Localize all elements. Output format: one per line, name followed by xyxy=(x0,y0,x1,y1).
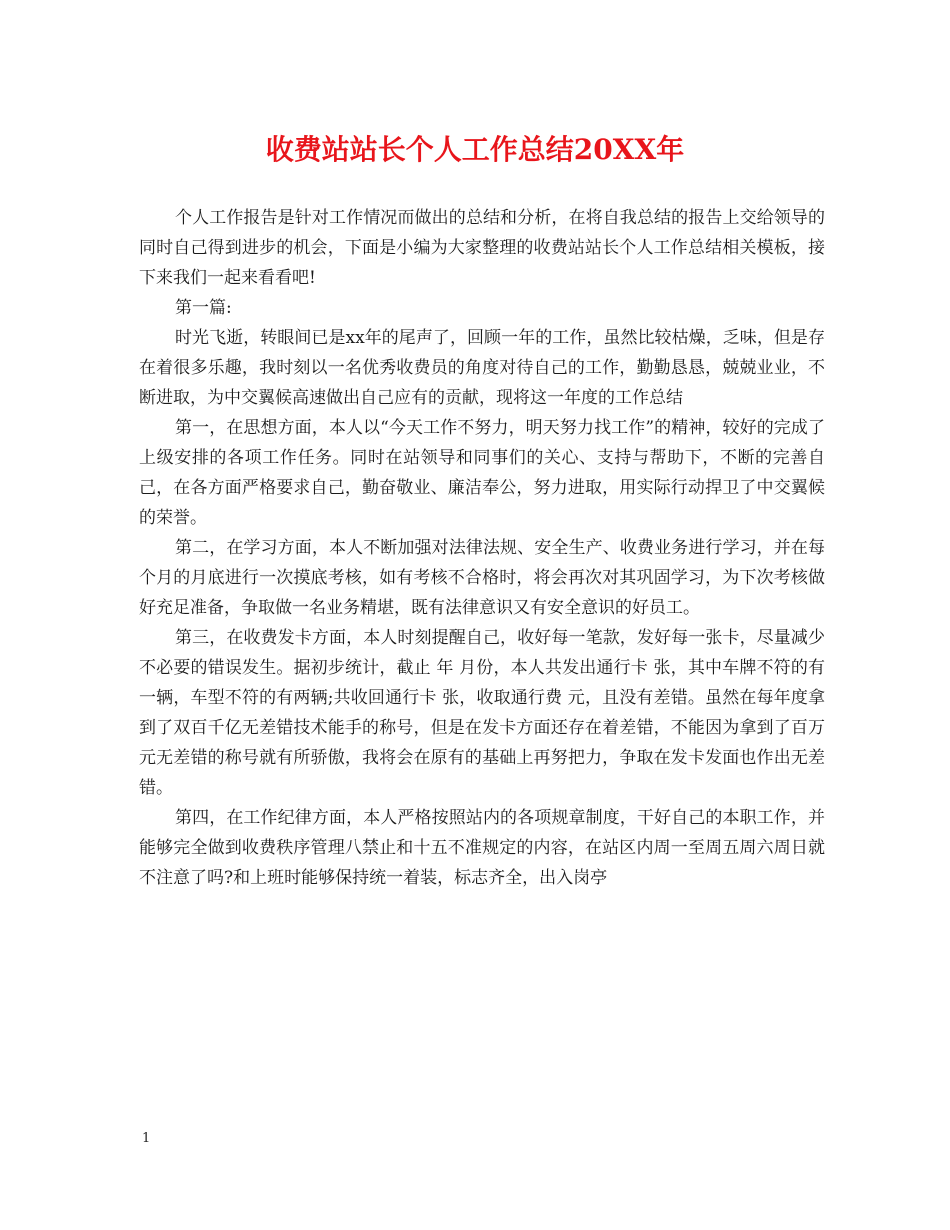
document-body xyxy=(139,203,825,893)
paragraph-section-heading: 第一篇: xyxy=(175,298,232,318)
document-title: 收费站站长个人工作总结20XX年 xyxy=(265,133,685,166)
paragraph-intro: 个人工作报告是针对工作情况而做出的总结和分析，在将自我总结的报告上交给领导的同时自己得到进步的机会，下面是小编为大家整理的收费站站长个人工作总结相关模板，接下来我们一起来看看吧! xyxy=(139,208,825,288)
paragraph-point-4: 第四，在工作纪律方面，本人严格按照站内的各项规章制度，干好自己的本职工作，并能够完全做到收费秩序管理八禁止和十五不准规定的内容，在站区内周一至周五周六周日就不注意了吗?和上班时能够保持统一着装，标志齐全，出入岗亭 xyxy=(139,808,825,888)
paragraph-point-2: 第二，在学习方面，本人不断加强对法律法规、安全生产、收费业务进行学习，并在每个月的月底进行一次摸底考核，如有考核不合格时，将会再次对其巩固学习，为下次考核做好充足准备，争取做一名业务精堪，既有法律意识又有安全意识的好员工。 xyxy=(139,538,825,618)
page-number: 1 xyxy=(142,1131,151,1146)
paragraph-opening: 时光飞逝，转眼间已是xx年的尾声了，回顾一年的工作，虽然比较枯燥，乏味，但是存在着很多乐趣，我时刻以一名优秀收费员的角度对待自己的工作，勤勤恳恳，兢兢业业，不断进取，为中交翼候高速做出自己应有的贡献，现将这一年度的工作总结 xyxy=(139,328,825,408)
paragraph-point-1: 第一，在思想方面，本人以“今天工作不努力，明天努力找工作”的精神，较好的完成了上级安排的各项工作任务。同时在站领导和同事们的关心、支持与帮助下，不断的完善自己，在各方面严格要求自己，勤奋敬业、廉洁奉公，努力进取，用实际行动捍卫了中交翼候的荣誉。 xyxy=(139,418,825,528)
paragraph-point-3: 第三，在收费发卡方面，本人时刻提醒自己，收好每一笔款，发好每一张卡，尽量减少不必要的错误发生。据初步统计，截止 年 月份，本人共发出通行卡 张，其中车牌不符的有一辆，车型不符的有两辆;共收回通行卡 张，收取通行费 元，且没有差错。虽然在每年度拿到了双百千亿无差错技术能手的称号，但是在发卡方面还存在着差错，不能因为拿到了百万元无差错的称号就有所骄傲，我将会在原有的基础上再努把力，争取在发卡发面也作出无差错。 xyxy=(139,628,825,798)
